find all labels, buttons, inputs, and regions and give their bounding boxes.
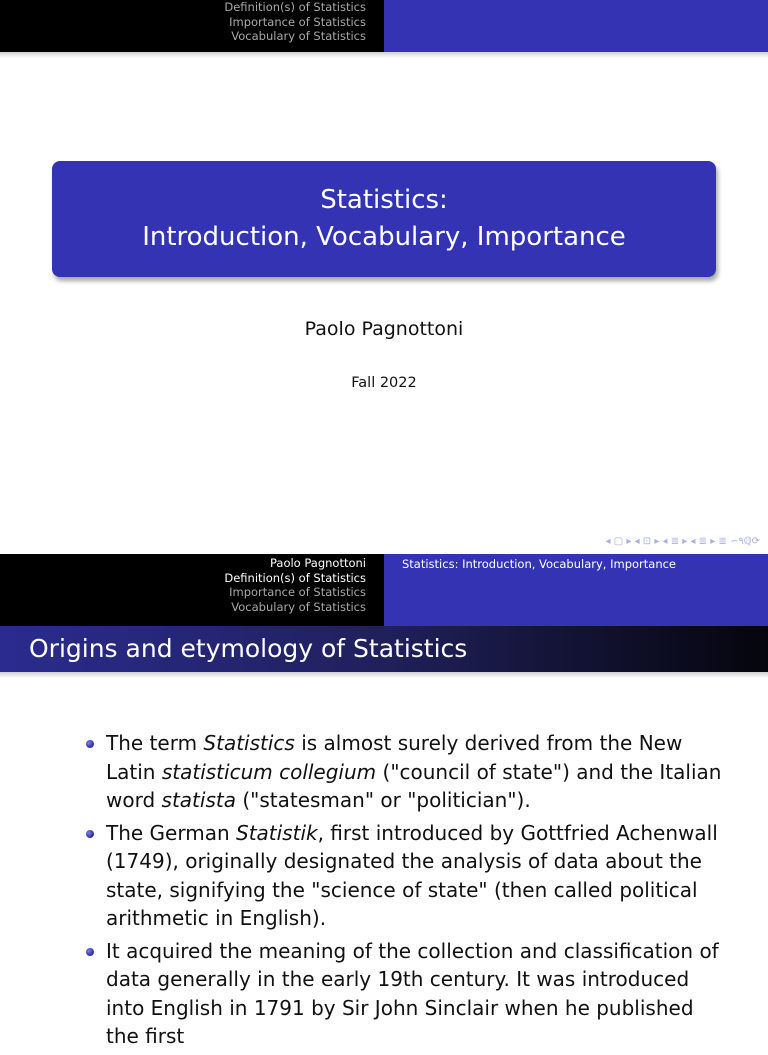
presentation-title-line2: Introduction, Vocabulary, Importance [142, 222, 626, 252]
presentation-title-line1: Statistics: [320, 185, 448, 215]
section-link-definitions[interactable]: Definition(s) of Statistics [224, 0, 366, 14]
frame-title: Origins and etymology of Statistics [0, 626, 768, 672]
bullet-list [84, 729, 724, 1055]
bullet-text: is almost surely derived from the New Latin [106, 731, 683, 784]
headline-shadow [0, 52, 768, 58]
emphasized-term: statista [161, 788, 236, 812]
bullet-marker-icon [86, 948, 94, 956]
bullet-text: ("statesman" or "politician"). [235, 788, 531, 812]
slide-headline [0, 0, 768, 52]
bullet-item [84, 937, 724, 1051]
slide-headline [0, 554, 768, 626]
bullet-item [84, 729, 724, 815]
bullet-text: , first introduced by Gottfried Achenwall (1749), originally designated the analysis of data about the state, signifying the "science of state" (then called political arithmetic in English). [106, 820, 718, 930]
section-link-vocabulary[interactable]: Vocabulary of Statistics [231, 599, 366, 614]
frame-title-shadow [0, 672, 768, 678]
emphasized-term: statisticum collegium [161, 759, 377, 784]
bullet-text: The term [106, 731, 204, 755]
section-navigation [0, 0, 384, 52]
bullet-marker-icon [86, 830, 94, 838]
title-block [52, 161, 716, 277]
headline-talk-title-panel [384, 554, 768, 626]
section-link-vocabulary[interactable]: Vocabulary of Statistics [231, 29, 366, 44]
section-link-importance[interactable]: Importance of Statistics [229, 585, 366, 600]
presentation-date: Fall 2022 [351, 375, 417, 391]
author-name: Paolo Pagnottoni [304, 318, 464, 340]
headline-right-panel [384, 0, 768, 52]
content-slide [0, 554, 768, 1048]
beamer-navigation-icons[interactable]: ◂ ▢ ▸ ◂ ⊡ ▸ ◂ ≣ ▸ ◂ ≣ ▸ ≣ ∽٩ℚ⟳ [605, 536, 760, 547]
headline-talk-title: Statistics: Introduction, Vocabulary, Importance [402, 557, 677, 571]
bullet-item [84, 819, 724, 933]
headline-author: Paolo Pagnottoni [269, 556, 366, 570]
emphasized-term: Statistik [236, 820, 318, 845]
emphasized-term: Statistics [203, 731, 295, 755]
section-navigation [0, 554, 384, 626]
bullet-text: ("council of state") and the Italian word [106, 759, 722, 812]
bullet-text: It acquired the meaning of the collection and classification of data generally in the early 19th century. It was introduced into English in 1791 by Sir John Sinclair when he published the first [106, 938, 719, 1048]
section-link-importance[interactable]: Importance of Statistics [229, 14, 366, 29]
bullet-marker-icon [86, 740, 94, 748]
bullet-text: The German [106, 820, 236, 845]
section-link-definitions[interactable]: Definition(s) of Statistics [224, 570, 366, 585]
